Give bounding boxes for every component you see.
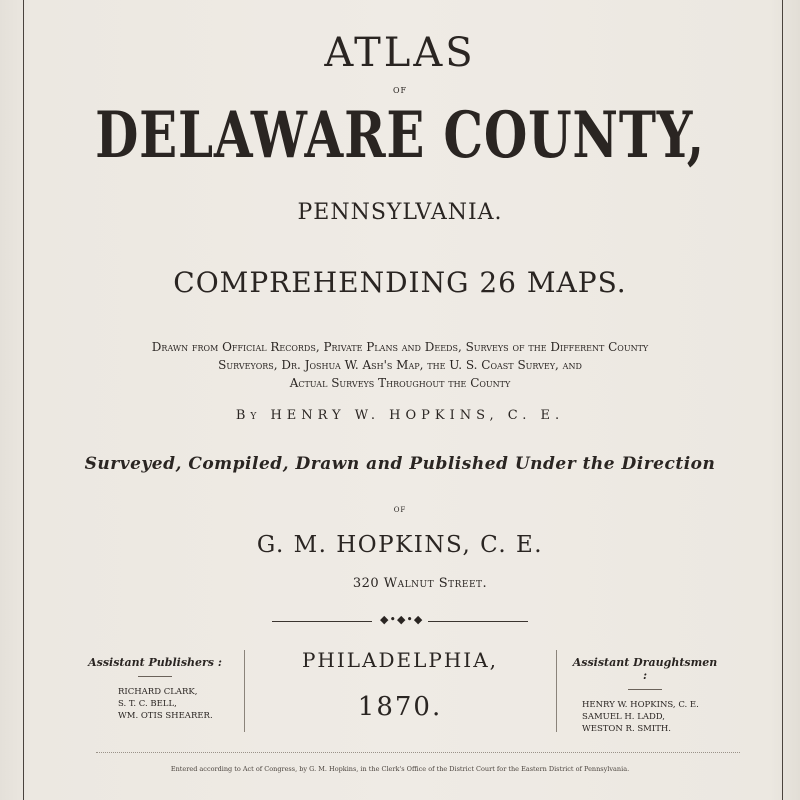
surveyed-line: Surveyed, Compiled, Drawn and Published Under the Direction bbox=[84, 454, 716, 474]
list-item: WESTON R. SMITH. bbox=[582, 724, 672, 734]
comprehending-maps: COMPREHENDING 26 MAPS. bbox=[173, 266, 627, 299]
list-item: SAMUEL H. LADD, bbox=[582, 712, 666, 722]
drawn-from-line: Drawn from Official Records, Private Plans and Deeds, Surveys of the Different County bbox=[151, 340, 649, 354]
heading-rule bbox=[628, 689, 662, 690]
ornament-rule-right bbox=[428, 621, 528, 622]
drawn-from-line: Surveyors, Dr. Joshua W. Ash's Map, the U. S. Coast Survey, and bbox=[218, 358, 582, 372]
left-border-line bbox=[23, 0, 24, 800]
list-item: S. T. C. BELL, bbox=[118, 699, 177, 709]
assistant-publishers bbox=[80, 656, 230, 722]
right-border-line bbox=[782, 0, 783, 800]
column-divider-left bbox=[244, 650, 245, 732]
assistant-draughtsmen bbox=[570, 656, 720, 735]
copyright-footer: Entered according to Act of Congress, by G. M. Hopkins, in the Clerk's Office of the District Court for the Eastern District of Pennsylvania. bbox=[170, 765, 630, 773]
of-small: OF bbox=[393, 506, 407, 514]
drawn-from-text bbox=[70, 338, 730, 392]
title-of: OF bbox=[392, 86, 408, 95]
footer-rule bbox=[96, 752, 740, 754]
publisher-name: G. M. HOPKINS, C. E. bbox=[256, 532, 544, 558]
heading-rule bbox=[138, 676, 172, 677]
title-state: PENNSYLVANIA. bbox=[297, 200, 503, 225]
drawn-from-line: Actual Surveys Throughout the County bbox=[289, 376, 511, 390]
list-item: RICHARD CLARK, bbox=[118, 687, 198, 697]
assistant-publishers-heading: Assistant Publishers : bbox=[88, 656, 222, 669]
street-address: 320 Walnut Street. bbox=[352, 576, 488, 591]
ornament-rule-left bbox=[272, 621, 372, 622]
title-county: DELAWARE COUNTY, bbox=[95, 98, 705, 173]
byline: By HENRY W. HOPKINS, C. E. bbox=[235, 408, 565, 423]
ornament-glyph: ◆•◆•◆ bbox=[380, 613, 424, 626]
list-item: HENRY W. HOPKINS, C. E. bbox=[582, 700, 699, 710]
list-item: WM. OTIS SHEARER. bbox=[118, 711, 213, 721]
assistant-draughtsmen-list bbox=[570, 699, 720, 735]
title-atlas: ATLAS bbox=[324, 30, 476, 76]
assistant-draughtsmen-heading: Assistant Draughtsmen : bbox=[572, 656, 718, 682]
assistant-publishers-list bbox=[80, 686, 230, 722]
place-name: PHILADELPHIA, bbox=[301, 648, 499, 672]
ornament-divider bbox=[272, 614, 528, 628]
year: 1870. bbox=[357, 692, 443, 722]
column-divider-right bbox=[556, 650, 557, 732]
